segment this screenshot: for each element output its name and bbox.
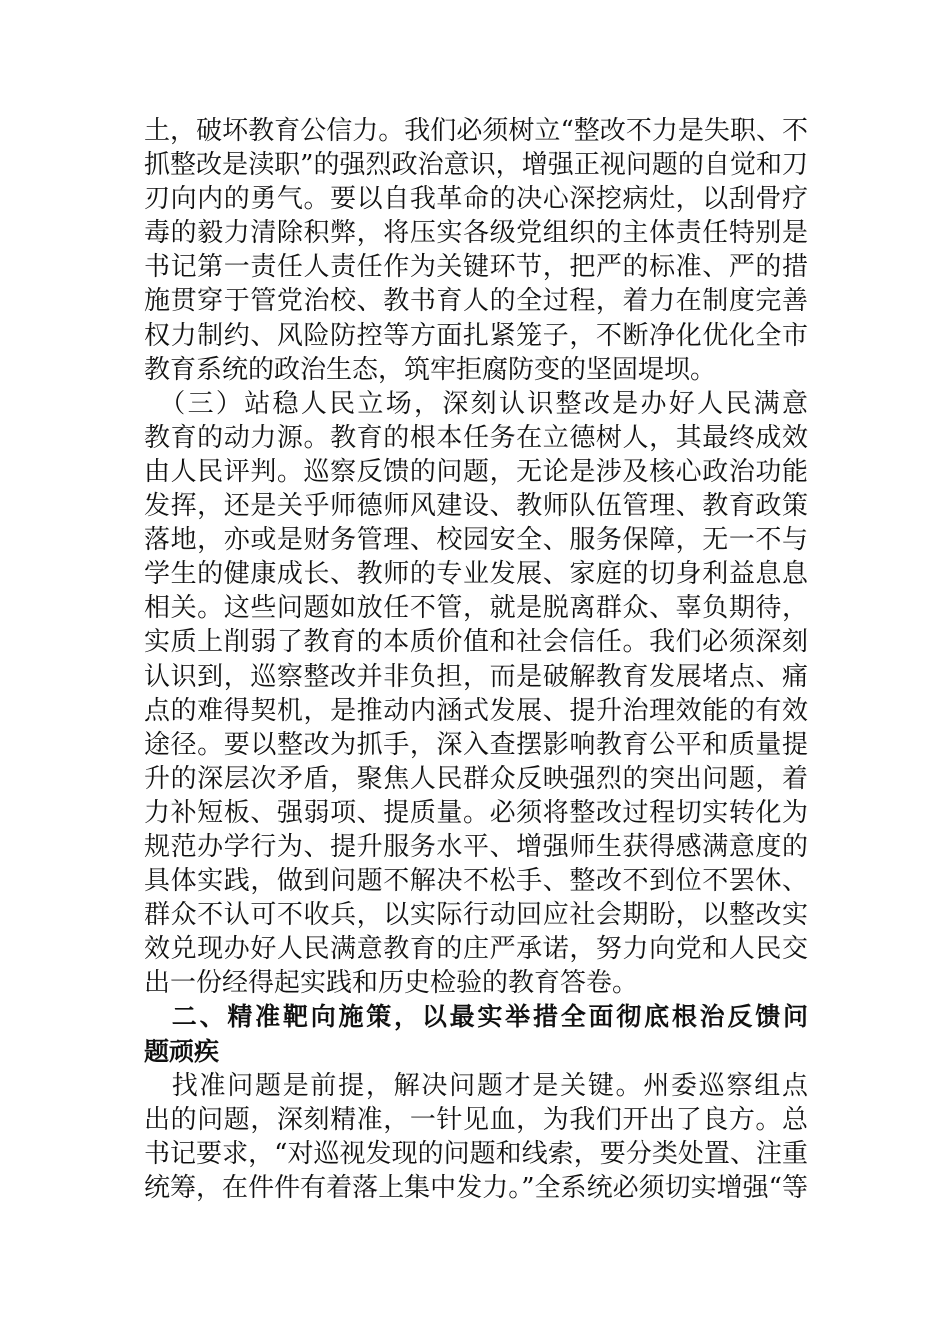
paragraph-line: 教育的动力源。教育的根本任务在立德树人，其最终成效: [144, 422, 808, 453]
document-body: [144, 114, 808, 1205]
paragraph-line: 出一份经得起实践和历史检验的教育答卷。: [144, 968, 639, 999]
paragraph-line: 发挥，还是关乎师德师风建设、教师队伍管理、教育政策: [144, 491, 808, 522]
paragraph-line: 毒的毅力清除积弊，将压实各级党组织的主体责任特别是: [144, 218, 808, 249]
paragraph-line: 效兑现办好人民满意教育的庄严承诺，努力向党和人民交: [144, 934, 808, 965]
paragraph-line: 相关。这些问题如放任不管，就是脱离群众、辜负期待，: [144, 593, 808, 624]
section-heading-line: 题顽疾: [144, 1036, 220, 1066]
paragraph-line: 书记要求，“对巡视发现的问题和线索，要分类处置、注重: [144, 1138, 808, 1169]
paragraph-line: 施贯穿于管党治校、教书育人的全过程，着力在制度完善: [144, 286, 808, 317]
paragraph-line: 落地，亦或是财务管理、校园安全、服务保障，无一不与: [144, 525, 808, 556]
paragraph-line: 抓整改是渎职”的强烈政治意识，增强正视问题的自觉和刀: [144, 150, 808, 181]
paragraph-line: 土，破坏教育公信力。我们必须树立“整改不力是失职、不: [144, 116, 808, 146]
paragraph-line: 统筹，在件件有着落上集中发力。”全系统必须切实增强“等: [144, 1172, 808, 1203]
paragraph-line: （三）站稳人民立场，深刻认识整改是办好人民满意: [144, 388, 808, 419]
paragraph-line: 升的深层次矛盾，聚焦人民群众反映强烈的突出问题，着: [144, 763, 808, 794]
paragraph-line: 规范办学行为、提升服务水平、增强师生获得感满意度的: [144, 831, 808, 862]
paragraph-line: 群众不认可不收兵，以实际行动回应社会期盼，以整改实: [144, 900, 808, 931]
paragraph-line: 教育系统的政治生态，筑牢拒腐防变的坚固堤坝。: [144, 354, 717, 385]
paragraph-line: 力补短板、强弱项、提质量。必须将整改过程切实转化为: [144, 797, 808, 828]
paragraph-line: 学生的健康成长、教师的专业发展、家庭的切身利益息息: [144, 559, 808, 590]
paragraph-line: 权力制约、风险防控等方面扎紧笼子，不断净化优化全市: [144, 320, 808, 351]
paragraph-line: 刃向内的勇气。要以自我革命的决心深挖病灶，以刮骨疗: [144, 184, 808, 215]
paragraph-line: 点的难得契机，是推动内涵式发展、提升治理效能的有效: [144, 695, 808, 726]
paragraph-line: 书记第一责任人责任作为关键环节，把严的标准、严的措: [144, 252, 808, 283]
paragraph-line: 途径。要以整改为抓手，深入查摆影响教育公平和质量提: [144, 729, 808, 760]
paragraph-line: 出的问题，深刻精准，一针见血，为我们开出了良方。总: [144, 1104, 808, 1135]
paragraph-line: 具体实践，做到问题不解决不松手、整改不到位不罢休、: [144, 866, 808, 897]
paragraph-line: 由人民评判。巡察反馈的问题，无论是涉及核心政治功能: [144, 456, 808, 487]
section-heading-line: 二、精准靶向施策，以最实举措全面彻底根治反馈问: [144, 1002, 808, 1032]
paragraph-line: 找准问题是前提，解决问题才是关键。州委巡察组点: [144, 1070, 808, 1101]
paragraph-line: 认识到，巡察整改并非负担，而是破解教育发展堵点、痛: [144, 661, 808, 692]
paragraph-line: 实质上削弱了教育的本质价值和社会信任。我们必须深刻: [144, 627, 808, 658]
